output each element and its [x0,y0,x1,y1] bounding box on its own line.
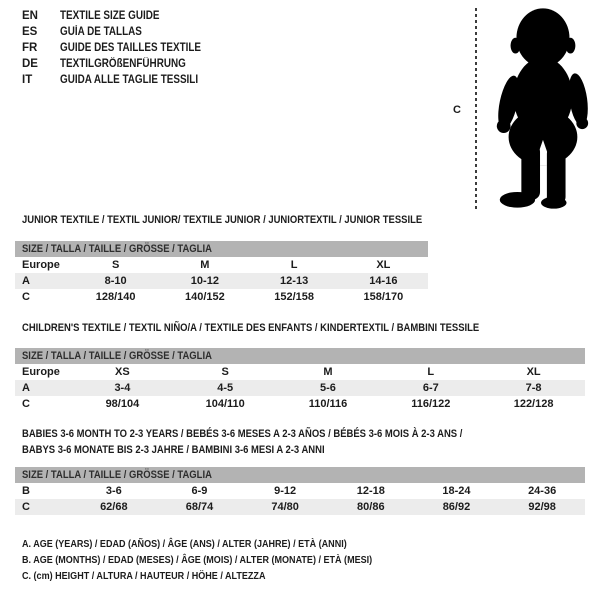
table-header-band-text: SIZE / TALLA / TAILLE / GRÖSSE / TAGLIA [22,243,212,255]
size-cell: 140/152 [184,291,225,303]
size-cell: XS [115,366,130,378]
table-header-band-cell [15,348,585,364]
size-cell: 68/74 [157,499,243,515]
size-cell: 92/98 [499,499,585,515]
size-cell: M [200,259,210,271]
size-cell: XL [526,366,541,378]
language-code: DE [22,58,38,70]
section-heading-text: BABYS 3-6 MONATE BIS 2-3 JAHRE / BAMBINI 3-6 MESI A 2-3 ANNI [22,444,325,456]
size-cell: 98/104 [105,398,140,410]
table-row [15,289,428,305]
table-header-band-text: SIZE / TALLA / TAILLE / GRÖSSE / TAGLIA [22,350,212,362]
size-cell: 80/86 [328,499,414,515]
language-label: TEXTILGRÖßENFÜHRUNG [60,58,186,70]
table-row [15,273,428,289]
language-code: EN [22,10,38,22]
section-heading-text: JUNIOR TEXTILE / TEXTIL JUNIOR/ TEXTILE JUNIOR / JUNIORTEXTIL / JUNIOR TESSILE [22,214,423,226]
height-marker-label: C [453,104,461,116]
size-cell: 6-9 [191,485,208,497]
legend-line [22,552,429,568]
toddler-silhouette-icon [487,4,595,212]
size-cell: 12-18 [356,485,385,497]
section-heading-babies [15,426,585,458]
row-label-cell: Europe [22,259,60,271]
size-cell: 116/122 [411,398,451,410]
legend-line-text: B. AGE (MONTHS) / EDAD (MESES) / ÂGE (MOIS) / ALTER (MONATE) / ETÀ (MESI) [22,554,373,566]
table-row [15,364,585,380]
section-babies [15,426,585,515]
language-row [22,8,224,24]
size-cell: 86/92 [414,499,500,515]
size-table-babies [15,467,585,515]
size-cell: 12-13 [250,273,339,289]
legend-line [22,536,429,552]
language-label: TEXTILE SIZE GUIDE [60,10,160,22]
section-junior [15,213,428,305]
language-code: IT [22,74,33,86]
section-heading-junior [15,213,428,228]
size-cell: 8-10 [71,273,160,289]
row-label-cell: C [22,398,30,410]
table-header-band [15,348,585,364]
legend-line-text: A. AGE (YEARS) / EDAD (AÑOS) / ÂGE (ANS) / ALTER (JAHRE) / ETÀ (ANNI) [22,538,347,550]
language-label: GUIDE DES TAILLES TEXTILE [60,42,202,54]
size-cell: 9-12 [274,485,297,497]
size-cell: 6-7 [379,380,482,396]
size-cell: S [111,259,120,271]
language-label: GUIDA ALLE TAGLIE TESSILI [60,74,199,86]
table-row [15,499,585,515]
section-heading-text: CHILDREN'S TEXTILE / TEXTIL NIÑO/A / TEXTILE DES ENFANTS / KINDERTEXTIL / BAMBINI TESSILE [22,322,480,334]
table-header-band [15,241,428,257]
size-cell: 62/68 [71,499,157,515]
size-cell: 110/116 [308,398,348,410]
language-label: GUÍA DE TALLAS [60,26,142,38]
language-row [22,24,224,40]
size-cell: 18-24 [442,485,471,497]
section-heading-line [22,426,585,442]
section-children [15,321,585,412]
section-heading-text: BABIES 3-6 MONTH TO 2-3 YEARS / BEBÉS 3-6 MESES A 2-3 AÑOS / BÉBÉS 3-6 MOIS À 2-3 ANS / [22,428,463,440]
language-list [22,8,224,88]
section-heading-children [15,321,585,336]
table-header-band-cell [15,241,428,257]
table-header-band-text: SIZE / TALLA / TAILLE / GRÖSSE / TAGLIA [22,469,212,481]
size-cell: S [221,366,229,378]
size-cell: XL [376,259,391,271]
size-cell: 24-36 [528,485,557,497]
language-code: FR [22,42,38,54]
language-row [22,40,224,56]
size-cell: L [290,259,298,271]
section-heading-line [22,213,428,228]
table-row [15,483,585,499]
size-cell: 122/128 [513,398,554,410]
legend-line-text: C. (cm) HEIGHT / ALTURA / HAUTEUR / HÖHE / ALTEZZA [22,570,266,582]
size-table-junior [15,241,428,305]
size-table-children [15,348,585,412]
size-cell: 74/80 [242,499,328,515]
row-label-cell: B [22,485,30,497]
size-cell: 4-5 [174,380,277,396]
table-header-band-cell [15,467,585,483]
size-cell: 5-6 [277,380,380,396]
row-label-cell: Europe [22,366,60,378]
size-cell: M [323,366,333,378]
language-code: ES [22,26,38,38]
section-heading-line [22,321,585,336]
table-header-band [15,467,585,483]
size-cell: 158/170 [363,291,404,303]
row-label-cell: C [22,291,30,303]
size-cell: 104/110 [205,398,245,410]
legend [22,536,429,584]
row-label-cell: C [15,499,71,515]
table-row [15,380,585,396]
language-row [22,72,224,88]
language-row [22,56,224,72]
section-heading-line [22,442,585,458]
size-cell: 7-8 [482,380,585,396]
size-cell: 3-6 [105,485,122,497]
size-cell: 152/158 [274,291,314,303]
legend-line [22,568,429,584]
table-row [15,396,585,412]
row-label-cell: A [15,380,71,396]
height-marker-line [475,8,477,211]
size-cell: L [427,366,435,378]
table-row [15,257,428,273]
size-cell: 10-12 [160,273,249,289]
size-cell: 128/140 [95,291,136,303]
size-cell: 3-4 [71,380,174,396]
row-label-cell: A [15,273,71,289]
size-cell: 14-16 [339,273,428,289]
